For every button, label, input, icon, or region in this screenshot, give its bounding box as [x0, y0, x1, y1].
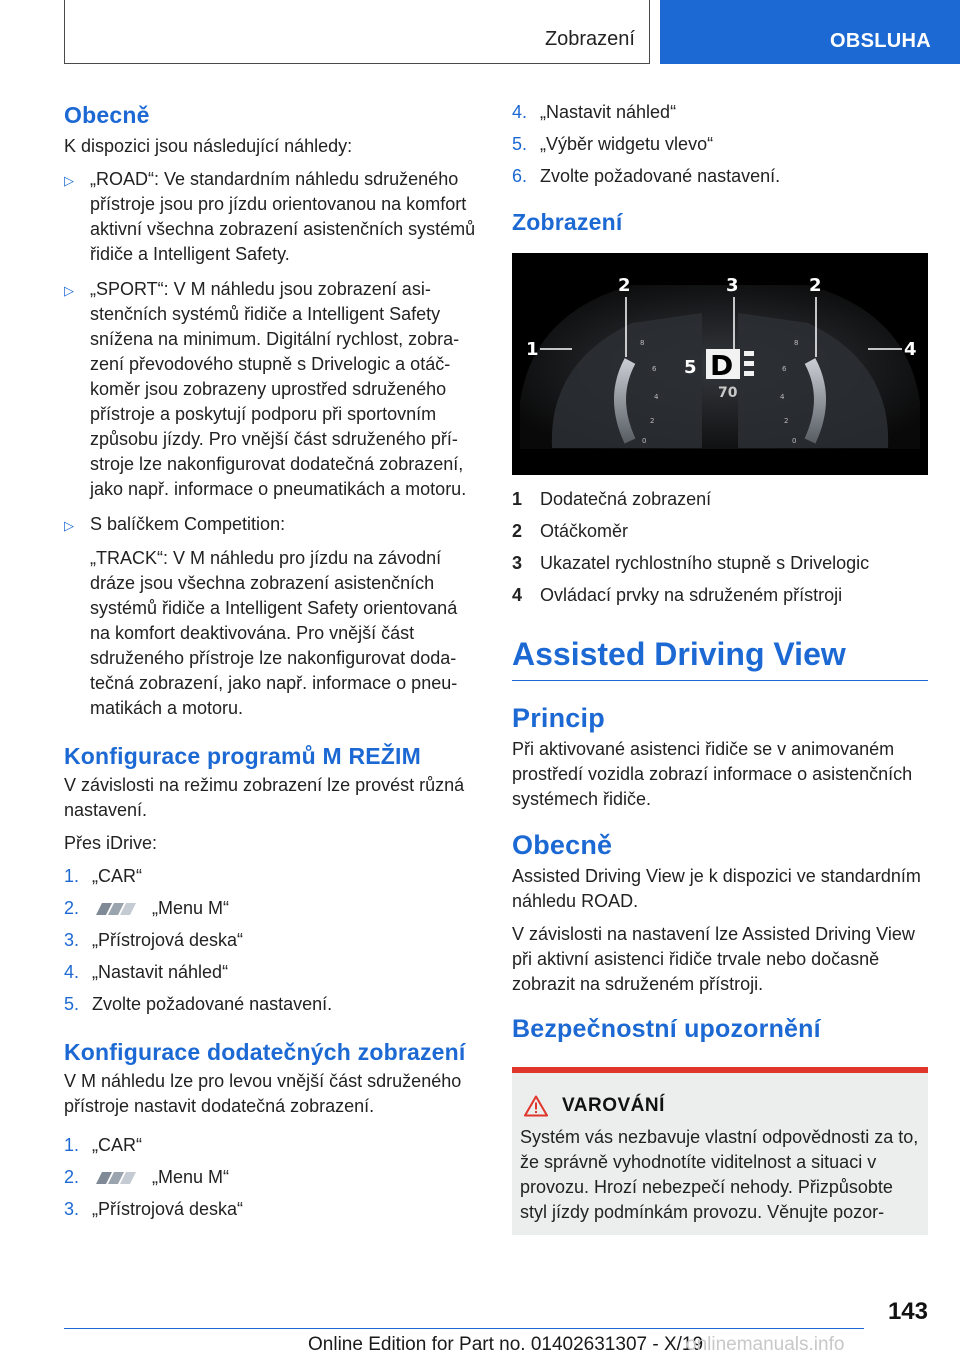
warning-header	[524, 1095, 920, 1117]
track-text: „TRACK“: V M náhledu pro jízdu na závodní dráze jsou všechna zobrazení asistenčních systémů řidiče a Intelligent Safety orientovaná na komfort deaktivována. Pro vnější část sdruženého přístroje lze nakonfigurovat dodatečná zobrazení, jako např. informace o pneumatikách a motoru.	[90, 548, 458, 718]
legend-item: 1 Dodatečná zobrazení	[512, 489, 712, 509]
list-item: 5. Zvolte požadované nastavení.	[64, 994, 333, 1014]
list-item: 1. „CAR“	[64, 866, 142, 886]
list-item: 5. „Výběr widgetu vlevo“	[512, 134, 714, 154]
list-item: 3. „Přístrojová deska“	[64, 930, 244, 950]
svg-text:4: 4	[654, 393, 659, 401]
callout-2-left: 2	[618, 275, 631, 296]
intro-text: K dispozici jsou následující náhledy:	[64, 136, 353, 156]
heading-obecne-right: Obecně	[512, 830, 613, 860]
warning-title: VAROVÁNÍ	[562, 1095, 665, 1116]
heading-princip: Princip	[512, 703, 605, 733]
footer-edition-text: Online Edition for Part no. 01402631307 - X/19	[308, 1334, 704, 1355]
pres-idrive-text: Přes iDrive:	[64, 833, 158, 853]
speed-value: 70	[718, 385, 738, 401]
header-section-box	[64, 0, 650, 64]
triangle-bullet-icon: ▷	[64, 173, 74, 188]
obecne-paragraph-2: V závislosti na nastavení lze Assisted Driving View při aktivní asistenci řidiče trvale nebo dočasně zobrazit na sdruženém přístroji.	[512, 924, 915, 994]
list-item: 3. „Přístrojová deska“	[64, 1199, 244, 1219]
heading-zobrazeni: Zobrazení	[512, 209, 623, 235]
right-column	[512, 100, 928, 1235]
konfigurace-dodatecnych-text: V M náhledu lze pro levou vnější část sdruženého přístroje nastavit dodatečná zobrazení.	[64, 1071, 462, 1116]
list-item: 4. „Nastavit náhled“	[64, 962, 229, 982]
svg-text:8: 8	[794, 339, 799, 347]
list-item: 2. „Menu M“	[64, 898, 230, 918]
figure-legend	[512, 487, 928, 608]
heading-assisted-driving-view: Assisted Driving View	[512, 634, 928, 681]
heading-konfigurace-m: Konfigurace programů M REŽIM	[64, 743, 422, 769]
cluster-illustration	[512, 253, 928, 475]
warning-triangle-icon	[524, 1095, 548, 1117]
svg-text:2: 2	[784, 417, 789, 425]
header-chapter-tab	[660, 0, 960, 64]
legend-item: 3 Ukazatel rychlostního stupně s Drivelogic	[512, 553, 870, 573]
list-item: 4. „Nastavit náhled“	[512, 102, 677, 122]
steps-list-2	[64, 1133, 482, 1222]
footer-watermark: onlinemanuals.info	[686, 1334, 845, 1355]
svg-text:0: 0	[792, 437, 797, 445]
svg-text:8: 8	[640, 339, 645, 347]
callout-4: 4	[904, 339, 917, 360]
callout-1: 1	[526, 339, 539, 360]
heading-bezpecnostni-upozorneni: Bezpečnostní upozornění	[512, 1015, 821, 1043]
m-menu-icon	[92, 902, 138, 916]
header-section-title: Zobrazení	[544, 28, 635, 50]
instrument-cluster-figure	[512, 253, 928, 475]
list-item: 6. Zvolte požadované nastavení.	[512, 166, 781, 186]
bullet-item: ▷ S balíčkem Competition:	[64, 512, 482, 538]
list-item: 1. „CAR“	[64, 1135, 142, 1155]
heading-obecne: Obecně	[64, 102, 150, 128]
svg-text:6: 6	[782, 365, 787, 373]
svg-text:6: 6	[652, 365, 657, 373]
steps-list-1	[64, 864, 482, 1017]
steps-list-continued	[512, 100, 928, 189]
legend-item: 4 Ovládací prvky na sdruženém přístroji	[512, 585, 843, 605]
princip-text: Při aktivované asistenci řidiče se v animovaném prostředí vozidla zobrazí informace o asistenčních systémech řidiče.	[512, 739, 913, 809]
konfigurace-m-text: V závislosti na režimu zobrazení lze provést různá nastavení.	[64, 775, 465, 820]
warning-text: Systém vás nezbavuje vlastní odpovědnosti za to, že správně vyhodnotíte viditelnost a situaci v provozu. Hrozí nebezpečí nehody. Přizpůsobte styl jízdy podmínkám provozu. Věnujte pozor-	[520, 1127, 919, 1222]
list-item: 2. „Menu M“	[64, 1167, 230, 1187]
gear-small-digit: 5	[684, 357, 697, 378]
bullet-item: ▷ „ROAD“: Ve standardním náhledu sdruženého přístroje jsou pro jízdu orientovanou na komfort aktivní všechna zobrazení asistenčních systémů řidiče a Intelligent Safety.	[64, 167, 482, 267]
triangle-bullet-icon: ▷	[64, 283, 74, 298]
warning-box	[512, 1067, 928, 1235]
footer-divider	[64, 1328, 864, 1329]
m-menu-icon	[92, 1171, 138, 1185]
callout-2-right: 2	[809, 275, 822, 296]
left-column	[64, 100, 482, 1222]
triangle-bullet-icon: ▷	[64, 518, 74, 533]
page-number: 143	[887, 1298, 928, 1325]
svg-text:0: 0	[642, 437, 647, 445]
bullet-item: ▷ „SPORT“: V M náhledu jsou zobrazení asistenčních systémů řidiče a Intelligent Safety snížena na minimum. Digitální rychlost, zobrazení převodového stupně s Drivelogic a otáčkoměr jsou zobrazeny uprostřed sdruženého přístroje a poskytují podporu při sportovním způsobu jízdy. Pro vnější část sdruženého přístroje lze nakonfigurovat dodatečná zobrazení, jako např. informace o pneumatikách a motoru.	[64, 277, 482, 502]
header-chapter-title: OBSLUHA	[830, 30, 931, 52]
gear-big-letter: D	[710, 349, 734, 382]
callout-3: 3	[726, 275, 739, 296]
legend-item: 2 Otáčkoměr	[512, 521, 629, 541]
obecne-paragraph-1: Assisted Driving View je k dispozici ve standardním náhledu ROAD.	[512, 866, 921, 911]
heading-konfigurace-dodatecnych: Konfigurace dodatečných zobrazení	[64, 1039, 466, 1065]
svg-text:4: 4	[780, 393, 785, 401]
svg-text:2: 2	[650, 417, 655, 425]
